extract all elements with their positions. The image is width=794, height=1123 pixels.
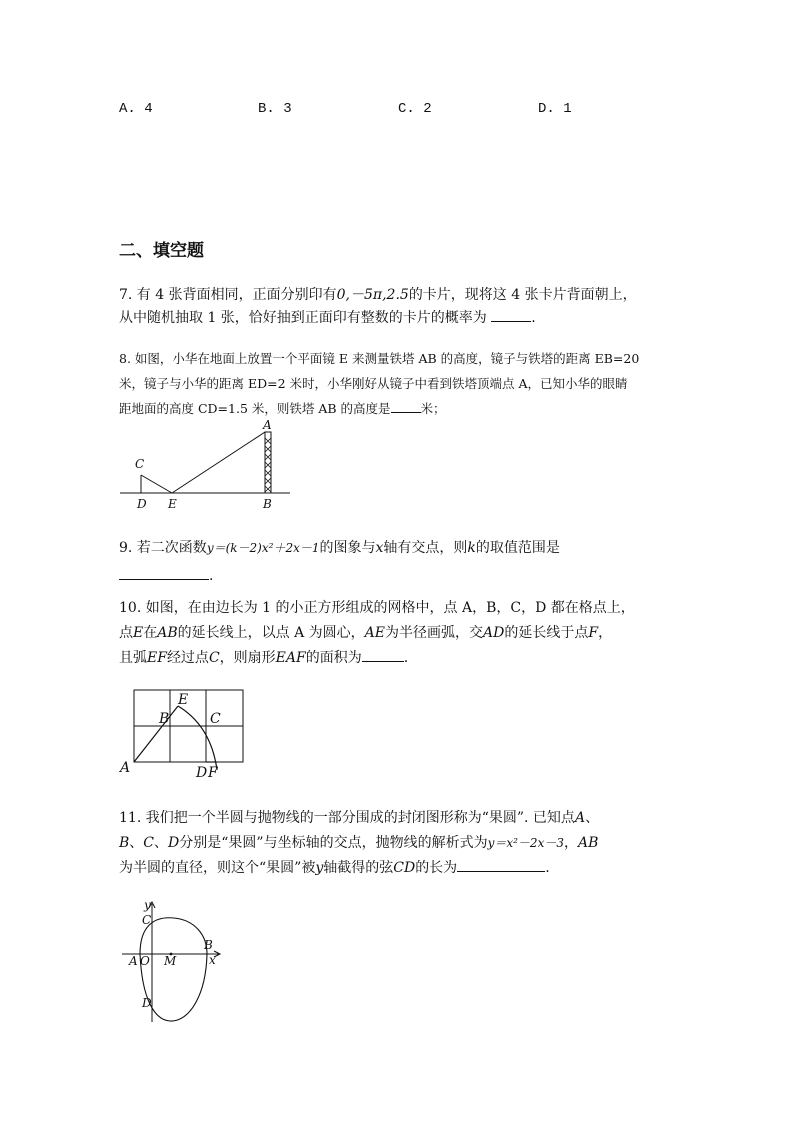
q8-line-1: 8. 如图，小华在地面上放置一个平面镜 E 来测量铁塔 AB 的高度，镜子与铁塔的距离 EB=20 <box>119 351 640 366</box>
q9-text: 9. 若二次函数 <box>119 540 207 556</box>
q7-text: 的卡片，现将这 4 张卡片背面朝上， <box>408 287 637 303</box>
tower-lattice <box>265 438 271 492</box>
choice-c: C. 2 <box>398 101 432 117</box>
q9-math: y＝(k－2)x²＋2x－1 <box>206 541 320 555</box>
q11-text: 、 <box>154 835 169 851</box>
label-b: B <box>263 497 272 511</box>
q11-line-1 <box>119 806 684 831</box>
q10-var: AB <box>157 625 178 641</box>
q8-text: 距地面的高度 CD=1.5 米，则铁塔 AB 的高度是 <box>119 401 391 416</box>
q10-var: EAF <box>275 650 306 666</box>
q9-text: 轴有交点，则 <box>383 540 468 556</box>
label-x: x <box>209 953 216 967</box>
q10-text: . <box>403 650 409 666</box>
q9-var-x: x <box>375 540 384 556</box>
question-7 <box>119 284 684 330</box>
label-e: E <box>178 692 189 708</box>
q11-var: A <box>574 810 586 826</box>
q11-text: ， <box>563 835 578 851</box>
q11-var: AB <box>577 835 599 851</box>
q7-line-2 <box>119 307 684 330</box>
q7-text: 7. 有 4 张背面相同，正面分别印有 <box>119 287 337 303</box>
q10-var: F <box>588 625 599 641</box>
q11-var: y <box>315 860 324 876</box>
q11-text: 的长为 <box>415 860 458 876</box>
label-b: B <box>204 938 213 952</box>
q8-figure <box>118 418 298 514</box>
q11-var: D <box>168 835 180 851</box>
ray-ea <box>172 432 265 493</box>
q11-var: CD <box>393 860 416 876</box>
answer-blank[interactable] <box>491 309 531 322</box>
q11-math: y＝x²－2x－3 <box>487 836 564 850</box>
q11-var: C <box>143 835 155 851</box>
q10-text: 的延长线上，以点 A 为圆心， <box>177 625 365 641</box>
section-title: 二、填空题 <box>119 241 204 261</box>
label-d: D <box>137 497 147 511</box>
q10-figure <box>116 686 248 780</box>
q11-text: 为半圆的直径，则这个“果圆”被 <box>119 860 316 876</box>
segment-ae <box>134 706 178 762</box>
label-a: A <box>129 954 138 968</box>
label-d: D <box>196 765 208 780</box>
answer-blank[interactable] <box>362 649 404 662</box>
label-a: A <box>263 418 272 432</box>
q7-math: 0,－5π,2.5 <box>336 287 409 303</box>
q11-text: 、 <box>585 810 600 826</box>
q10-text: 的延长线于点 <box>504 625 589 641</box>
q10-text: 的面积为 <box>305 650 362 666</box>
q10-text: 经过点 <box>166 650 209 666</box>
q10-text: 为半径画弧，交 <box>385 625 483 641</box>
label-c: C <box>142 913 152 927</box>
q8-line-2: 米，镜子与小华的距离 ED=2 米时，小华刚好从镜子中看到铁塔顶端点 A，已知小华的眼睛 <box>119 376 628 391</box>
choice-a: A. 4 <box>119 101 153 117</box>
question-8 <box>119 346 684 421</box>
question-10 <box>119 596 684 671</box>
q10-line-3 <box>119 646 684 671</box>
q9-text: 的图象与 <box>319 540 376 556</box>
label-b: B <box>159 711 170 727</box>
q10-line-2 <box>119 621 684 646</box>
q10-line-1: 10. 如图，在由边长为 1 的小正方形组成的网格中，点 A，B，C，D 都在格点上， <box>119 600 635 616</box>
q11-text: 分别是“果圆”与坐标轴的交点，抛物线的解析式为 <box>179 835 488 851</box>
label-y: y <box>144 898 151 912</box>
q10-text: ，则扇形 <box>219 650 276 666</box>
q9-text: . <box>209 568 214 584</box>
q7-text: . <box>531 310 536 327</box>
answer-blank[interactable] <box>119 567 209 580</box>
ray-ce <box>141 475 172 493</box>
q11-line-3 <box>119 856 684 881</box>
label-m: M <box>164 954 177 968</box>
label-a: A <box>120 760 131 776</box>
q10-var: AE <box>364 625 385 641</box>
label-o: O <box>140 954 150 968</box>
q11-text: 11. 我们把一个半圆与抛物线的一部分围成的封闭图形称为“果圆”. 已知点 <box>119 810 575 826</box>
q10-var: AD <box>483 625 505 641</box>
question-9 <box>119 534 684 590</box>
q10-var: E <box>133 625 144 641</box>
q10-text: ， <box>598 625 613 641</box>
q9-line-2 <box>119 562 684 590</box>
label-f: F <box>208 765 218 780</box>
answer-blank[interactable] <box>391 400 421 413</box>
q11-text: 轴截得的弦 <box>323 860 394 876</box>
q9-line-1 <box>119 534 684 562</box>
q10-text: 点 <box>119 625 133 641</box>
answer-blank[interactable] <box>457 859 545 872</box>
q8-text: 米； <box>420 401 446 416</box>
label-c: C <box>135 457 145 471</box>
label-e: E <box>168 497 177 511</box>
choice-d: D. 1 <box>538 101 572 117</box>
label-c: C <box>210 711 221 727</box>
q11-text: 、 <box>129 835 144 851</box>
choice-b: B. 3 <box>258 101 292 117</box>
q9-var-k: k <box>467 540 476 556</box>
q11-var: B <box>119 835 130 851</box>
label-d: D <box>142 996 152 1010</box>
q10-var: EF <box>147 650 167 666</box>
q11-figure <box>118 898 228 1026</box>
q10-var: C <box>208 650 220 666</box>
q7-line-1 <box>119 284 684 307</box>
q10-text: 在 <box>143 625 158 641</box>
q11-text: . <box>545 860 550 876</box>
q11-line-2 <box>119 831 684 856</box>
question-11 <box>119 806 684 881</box>
q7-text: 从中随机抽取 1 张，恰好抽到正面印有整数的卡片的概率为 <box>119 310 492 327</box>
q10-text: 且弧 <box>119 650 147 666</box>
q9-text: 的取值范围是 <box>475 540 560 556</box>
grid <box>134 690 243 762</box>
